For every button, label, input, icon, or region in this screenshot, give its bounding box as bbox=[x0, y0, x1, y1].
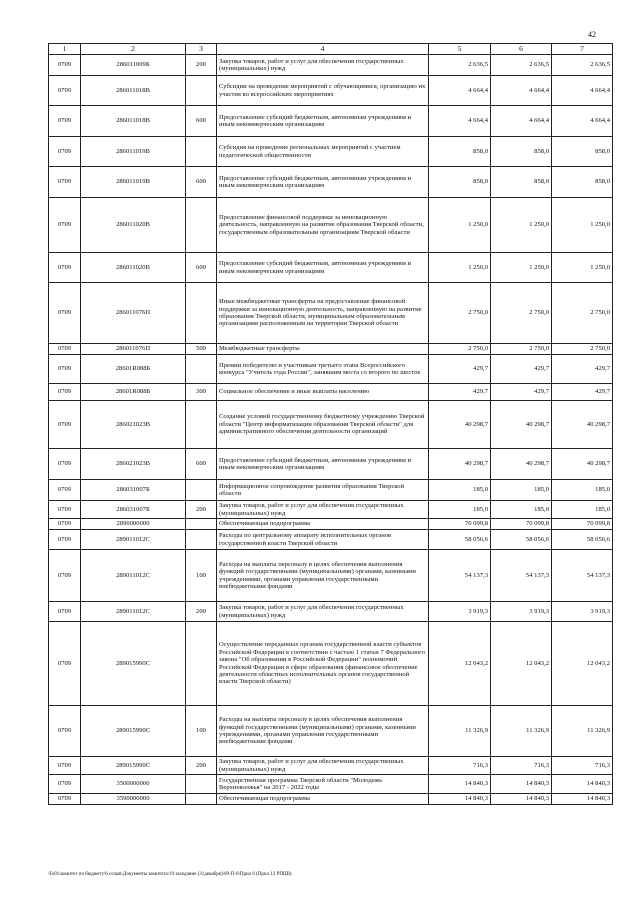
cell-value-3: 1 250,0 bbox=[552, 253, 613, 283]
col-header-7: 7 bbox=[552, 44, 613, 55]
cell-value-1: 70 099,8 bbox=[429, 519, 491, 530]
cell-section: 0709 bbox=[49, 76, 81, 106]
cell-value-3: 40 298,7 bbox=[552, 401, 613, 449]
cell-value-1: 185,0 bbox=[429, 501, 491, 519]
cell-value-1: 54 137,3 bbox=[429, 550, 491, 602]
cell-value-3: 2 750,0 bbox=[552, 283, 613, 344]
cell-code: 286011019В bbox=[81, 167, 186, 198]
cell-value-3: 54 137,3 bbox=[552, 550, 613, 602]
cell-value-2: 185,0 bbox=[491, 501, 552, 519]
cell-type bbox=[186, 198, 217, 253]
cell-section: 0709 bbox=[49, 253, 81, 283]
cell-value-2: 40 298,7 bbox=[491, 449, 552, 480]
page-number: 42 bbox=[588, 30, 596, 39]
cell-section: 0709 bbox=[49, 344, 81, 355]
cell-value-2: 1 250,0 bbox=[491, 198, 552, 253]
col-header-4: 4 bbox=[217, 44, 429, 55]
cell-value-2: 70 099,8 bbox=[491, 519, 552, 530]
cell-code: 286011076П bbox=[81, 344, 186, 355]
cell-code: 286011020В bbox=[81, 198, 186, 253]
cell-value-1: 12 043,2 bbox=[429, 622, 491, 706]
cell-name: Государственная программа Тверской области "Молодежь Верхневолжья" на 2017 - 2022 годы bbox=[217, 775, 429, 794]
cell-value-2: 58 056,6 bbox=[491, 530, 552, 550]
cell-value-3: 185,0 bbox=[552, 501, 613, 519]
cell-name: Обеспечивающая подпрограмма bbox=[217, 519, 429, 530]
cell-value-3: 2 750,0 bbox=[552, 344, 613, 355]
cell-value-1: 2 750,0 bbox=[429, 283, 491, 344]
table-row bbox=[49, 198, 613, 253]
table-row bbox=[49, 480, 613, 501]
cell-code: 289011012С bbox=[81, 530, 186, 550]
table-row bbox=[49, 530, 613, 550]
cell-value-2: 858,0 bbox=[491, 137, 552, 167]
cell-value-1: 4 664,4 bbox=[429, 76, 491, 106]
cell-value-1: 858,0 bbox=[429, 137, 491, 167]
cell-code: 289015990С bbox=[81, 706, 186, 757]
col-header-5: 5 bbox=[429, 44, 491, 55]
cell-section: 0709 bbox=[49, 283, 81, 344]
cell-value-2: 3 919,3 bbox=[491, 602, 552, 622]
cell-value-1: 429,7 bbox=[429, 355, 491, 384]
cell-name: Закупка товаров, работ и услуг для обеспечения государственных (муниципальных) нужд bbox=[217, 757, 429, 775]
cell-value-3: 4 664,4 bbox=[552, 106, 613, 137]
cell-name: Закупка товаров, работ и услуг для обеспечения государственных (муниципальных) нужд bbox=[217, 55, 429, 76]
cell-type: 600 bbox=[186, 449, 217, 480]
header-row bbox=[49, 44, 613, 55]
col-header-1: 1 bbox=[49, 44, 81, 55]
cell-value-3: 429,7 bbox=[552, 355, 613, 384]
cell-code: 286011018В bbox=[81, 106, 186, 137]
cell-section: 0709 bbox=[49, 757, 81, 775]
cell-value-2: 14 840,3 bbox=[491, 794, 552, 805]
cell-value-1: 1 250,0 bbox=[429, 253, 491, 283]
cell-value-1: 58 056,6 bbox=[429, 530, 491, 550]
cell-type: 300 bbox=[186, 384, 217, 401]
cell-section: 0709 bbox=[49, 602, 81, 622]
cell-section: 0709 bbox=[49, 775, 81, 794]
cell-value-2: 4 664,4 bbox=[491, 106, 552, 137]
table-row bbox=[49, 167, 613, 198]
cell-type: 600 bbox=[186, 253, 217, 283]
cell-section: 0709 bbox=[49, 198, 81, 253]
cell-value-2: 2 750,0 bbox=[491, 344, 552, 355]
cell-section: 0709 bbox=[49, 706, 81, 757]
cell-name: Осуществление переданных органам государственной власти субъектов Российской Федерации в соответствии с частью 1 статьи 7 Федерального закона "Об образовании в Российской Федерации" полномочий Российской Федерации в сфере образования (финансовое обеспечение деятельности областных исполнительных органов государственной власти Тверской области) bbox=[217, 622, 429, 706]
cell-code: 28601R088Б bbox=[81, 355, 186, 384]
budget-table bbox=[48, 43, 613, 805]
cell-value-2: 1 250,0 bbox=[491, 253, 552, 283]
file-path-footer: \Fs01\комитет по бюджету\6 созыв\Документы комитета\10 заседание (31декабря)\09-П-6\Прил 6 (Прил 12 РПЦВ) bbox=[48, 872, 292, 877]
cell-name: Предоставление субсидий бюджетным, автономным учреждениям и иным некоммерческим организациям bbox=[217, 106, 429, 137]
cell-type: 600 bbox=[186, 106, 217, 137]
col-header-3: 3 bbox=[186, 44, 217, 55]
cell-value-3: 858,0 bbox=[552, 137, 613, 167]
cell-code: 286031007Б bbox=[81, 501, 186, 519]
cell-code: 289011012С bbox=[81, 550, 186, 602]
cell-name: Иные межбюджетные трансферты на предоставление финансовой поддержки за инновационную деятельность, направленную на развитие образования Тверской области, муниципальным образовательным организациям расположенным на территории Тверской области bbox=[217, 283, 429, 344]
table-row bbox=[49, 602, 613, 622]
cell-value-1: 11 326,9 bbox=[429, 706, 491, 757]
cell-value-3: 716,3 bbox=[552, 757, 613, 775]
table-row bbox=[49, 283, 613, 344]
cell-value-3: 429,7 bbox=[552, 384, 613, 401]
cell-value-1: 429,7 bbox=[429, 384, 491, 401]
cell-section: 0709 bbox=[49, 384, 81, 401]
cell-type bbox=[186, 76, 217, 106]
cell-name: Социальное обеспечение и иные выплаты населению bbox=[217, 384, 429, 401]
cell-section: 0709 bbox=[49, 449, 81, 480]
cell-name: Субсидии на проведение мероприятий с обучающимися, организацию их участия во всероссийских мероприятиях bbox=[217, 76, 429, 106]
table-row bbox=[49, 355, 613, 384]
cell-value-1: 4 664,4 bbox=[429, 106, 491, 137]
cell-name: Закупка товаров, работ и услуг для обеспечения государственных (муниципальных) нужд bbox=[217, 602, 429, 622]
cell-type: 200 bbox=[186, 602, 217, 622]
cell-value-3: 12 043,2 bbox=[552, 622, 613, 706]
cell-value-1: 3 919,3 bbox=[429, 602, 491, 622]
cell-code: 286031007Б bbox=[81, 480, 186, 501]
cell-code: 286021023В bbox=[81, 449, 186, 480]
cell-section: 0709 bbox=[49, 106, 81, 137]
table-row bbox=[49, 384, 613, 401]
cell-section: 0709 bbox=[49, 530, 81, 550]
cell-code: 28601R088Б bbox=[81, 384, 186, 401]
cell-code: 3590000000 bbox=[81, 794, 186, 805]
table-row bbox=[49, 622, 613, 706]
cell-name: Межбюджетные трансферты bbox=[217, 344, 429, 355]
cell-type: 100 bbox=[186, 706, 217, 757]
cell-value-3: 2 636,5 bbox=[552, 55, 613, 76]
table-row bbox=[49, 55, 613, 76]
cell-value-2: 429,7 bbox=[491, 384, 552, 401]
cell-type bbox=[186, 283, 217, 344]
cell-type: 200 bbox=[186, 55, 217, 76]
cell-type bbox=[186, 355, 217, 384]
table-row bbox=[49, 757, 613, 775]
col-header-2: 2 bbox=[81, 44, 186, 55]
table-row bbox=[49, 775, 613, 794]
table-row bbox=[49, 519, 613, 530]
cell-value-3: 185,0 bbox=[552, 480, 613, 501]
cell-code: 286021023В bbox=[81, 401, 186, 449]
cell-type bbox=[186, 137, 217, 167]
cell-section: 0709 bbox=[49, 480, 81, 501]
cell-value-2: 716,3 bbox=[491, 757, 552, 775]
cell-value-1: 14 840,3 bbox=[429, 794, 491, 805]
cell-value-2: 14 840,3 bbox=[491, 775, 552, 794]
cell-value-2: 40 298,7 bbox=[491, 401, 552, 449]
cell-value-1: 2 750,0 bbox=[429, 344, 491, 355]
cell-value-3: 1 250,0 bbox=[552, 198, 613, 253]
cell-value-1: 185,0 bbox=[429, 480, 491, 501]
cell-value-2: 54 137,3 bbox=[491, 550, 552, 602]
cell-code: 289015990С bbox=[81, 622, 186, 706]
cell-name: Обеспечивающая подпрограмма bbox=[217, 794, 429, 805]
cell-value-2: 185,0 bbox=[491, 480, 552, 501]
cell-name: Премии победителю и участникам третьего этапа Всероссийского конкурса "Учитель года России", занявшим места со второго по шестое bbox=[217, 355, 429, 384]
table-row bbox=[49, 550, 613, 602]
cell-value-2: 2 636,5 bbox=[491, 55, 552, 76]
cell-value-3: 11 326,9 bbox=[552, 706, 613, 757]
table-row bbox=[49, 344, 613, 355]
cell-type bbox=[186, 401, 217, 449]
cell-value-3: 3 919,3 bbox=[552, 602, 613, 622]
cell-section: 0709 bbox=[49, 519, 81, 530]
cell-value-2: 858,0 bbox=[491, 167, 552, 198]
cell-value-1: 716,3 bbox=[429, 757, 491, 775]
cell-value-3: 14 840,3 bbox=[552, 794, 613, 805]
cell-name: Расходы на выплаты персоналу в целях обеспечения выполнения функций государственными (муниципальными) органами, казенными учреждениями, органами управления государственными внебюджетными фондами bbox=[217, 706, 429, 757]
cell-value-1: 1 250,0 bbox=[429, 198, 491, 253]
cell-section: 0709 bbox=[49, 167, 81, 198]
cell-code: 289015990С bbox=[81, 757, 186, 775]
cell-name: Предоставление субсидий бюджетным, автономным учреждениям и иным некоммерческим организациям bbox=[217, 253, 429, 283]
table-row bbox=[49, 794, 613, 805]
cell-type bbox=[186, 519, 217, 530]
cell-section: 0709 bbox=[49, 550, 81, 602]
cell-value-3: 70 099,8 bbox=[552, 519, 613, 530]
cell-code: 3500000000 bbox=[81, 775, 186, 794]
table-row bbox=[49, 706, 613, 757]
cell-type bbox=[186, 530, 217, 550]
cell-code: 286011009Б bbox=[81, 55, 186, 76]
cell-name: Информационное сопровождение развития образования Тверской области bbox=[217, 480, 429, 501]
cell-value-1: 14 840,3 bbox=[429, 775, 491, 794]
table-row bbox=[49, 253, 613, 283]
cell-name: Расходы по центральному аппарату исполнительных органов государственной власти Тверской области bbox=[217, 530, 429, 550]
cell-name: Создание условий государственному бюджетному учреждению Тверской области "Центр информатизации образования Тверской области" для административного обеспечения деятельности организаций bbox=[217, 401, 429, 449]
cell-name: Предоставление субсидий бюджетным, автономным учреждениям и иным некоммерческим организациям bbox=[217, 449, 429, 480]
cell-value-2: 12 043,2 bbox=[491, 622, 552, 706]
cell-value-1: 40 298,7 bbox=[429, 449, 491, 480]
table-row bbox=[49, 76, 613, 106]
cell-code: 286011018В bbox=[81, 76, 186, 106]
cell-value-3: 58 056,6 bbox=[552, 530, 613, 550]
cell-value-2: 2 750,0 bbox=[491, 283, 552, 344]
cell-value-3: 4 664,4 bbox=[552, 76, 613, 106]
cell-type bbox=[186, 480, 217, 501]
cell-section: 0709 bbox=[49, 622, 81, 706]
cell-section: 0709 bbox=[49, 355, 81, 384]
cell-type: 200 bbox=[186, 501, 217, 519]
col-header-6: 6 bbox=[491, 44, 552, 55]
cell-name: Расходы на выплаты персоналу в целях обеспечения выполнения функций государственными (муниципальными) органами, казенными учреждениями, органами управления государственными внебюджетными фондами bbox=[217, 550, 429, 602]
cell-section: 0709 bbox=[49, 794, 81, 805]
cell-value-2: 11 326,9 bbox=[491, 706, 552, 757]
cell-name: Субсидия на проведение региональных мероприятий с участием педагогической общественности bbox=[217, 137, 429, 167]
table-row bbox=[49, 449, 613, 480]
table-row bbox=[49, 137, 613, 167]
table-row bbox=[49, 401, 613, 449]
cell-section: 0709 bbox=[49, 55, 81, 76]
cell-code: 2890000000 bbox=[81, 519, 186, 530]
cell-name: Предоставление финансовой поддержки за инновационную деятельность, направленную на развитие образования Тверской области, государственным образовательным организациям Тверской области bbox=[217, 198, 429, 253]
cell-value-2: 429,7 bbox=[491, 355, 552, 384]
cell-value-1: 40 298,7 bbox=[429, 401, 491, 449]
cell-type bbox=[186, 775, 217, 794]
table-row bbox=[49, 501, 613, 519]
table-row bbox=[49, 106, 613, 137]
cell-section: 0709 bbox=[49, 401, 81, 449]
cell-section: 0709 bbox=[49, 137, 81, 167]
cell-type: 600 bbox=[186, 167, 217, 198]
cell-value-3: 40 298,7 bbox=[552, 449, 613, 480]
cell-code: 286011076П bbox=[81, 283, 186, 344]
cell-type: 100 bbox=[186, 550, 217, 602]
cell-value-1: 2 636,5 bbox=[429, 55, 491, 76]
cell-name: Предоставление субсидий бюджетным, автономным учреждениям и иным некоммерческим организациям bbox=[217, 167, 429, 198]
cell-code: 286011019В bbox=[81, 137, 186, 167]
cell-name: Закупка товаров, работ и услуг для обеспечения государственных (муниципальных) нужд bbox=[217, 501, 429, 519]
cell-type bbox=[186, 622, 217, 706]
cell-code: 286011020В bbox=[81, 253, 186, 283]
cell-type bbox=[186, 794, 217, 805]
cell-type: 200 bbox=[186, 757, 217, 775]
cell-value-2: 4 664,4 bbox=[491, 76, 552, 106]
cell-type: 500 bbox=[186, 344, 217, 355]
cell-section: 0709 bbox=[49, 501, 81, 519]
cell-value-3: 14 840,3 bbox=[552, 775, 613, 794]
cell-value-1: 858,0 bbox=[429, 167, 491, 198]
cell-value-3: 858,0 bbox=[552, 167, 613, 198]
cell-code: 289011012С bbox=[81, 602, 186, 622]
